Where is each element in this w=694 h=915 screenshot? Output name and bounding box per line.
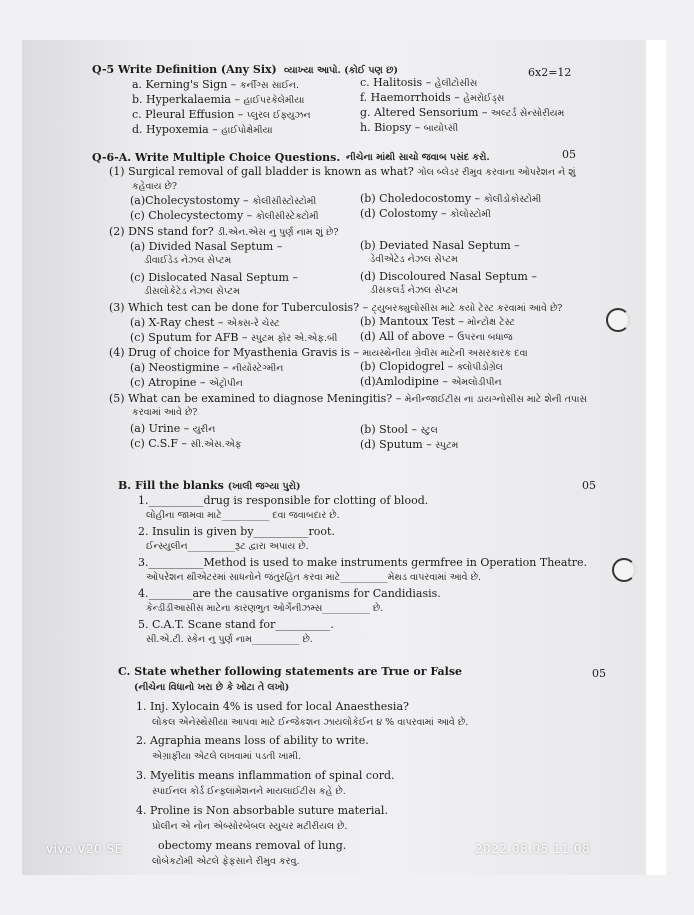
mcq-question: (5) What can be examined to diagnose Meningitis? – મેનીન્જાઈટીસ ના ડાયગ્નોસીસ માટે શેની તપાસ — [109, 392, 588, 405]
tf-statement-gu: સ્પાઈનલ કોર્ડ ઈન્ફ્લામેશનને માયલાઈટીસ કહે છે. — [152, 786, 346, 797]
tf-statement: 2. Agraphia means loss of ability to write. — [136, 734, 369, 747]
tf-title: C. State whether following statements are True or False — [118, 665, 463, 678]
mcq-question: (4) Drug of choice for Myasthenia Gravis is – માયસ્થેનીયા ગ્રેવીસ માટેની અસરકારક દવા — [109, 346, 528, 359]
mcq-option: (b) Choledocostomy – કોલીડોકોસ્ટોમી — [360, 192, 542, 205]
blank-line: 2. Insulin is given by__________root. — [138, 525, 335, 538]
mcq-option: (b) Mantoux Test – મોન્ટોક્ષ ટેસ્ટ — [360, 315, 515, 328]
mcq-question-cont: કહેવાય છે? — [132, 181, 177, 192]
mcq-option: (a) Divided Nasal Septum – — [130, 240, 283, 253]
q5-item: h. Biopsy – બાયોપ્સી — [360, 121, 459, 134]
mcq-option: (b) Stool – સ્ટુલ — [360, 423, 438, 436]
blank-line: 1.__________drug is responsible for clotting of blood. — [138, 494, 429, 507]
mcq-option: (d)Amlodipine – એમલોડીપીન — [360, 375, 502, 388]
q5-item: a. Kerning's Sign – કર્નીગ્સ સાઈન. — [132, 78, 300, 91]
mcq-option: (c) Dislocated Nasal Septum – — [130, 271, 298, 284]
q5-item: c. Halitosis – હેલીટોસીસ — [360, 76, 478, 89]
blank-line: 4.________are the causative organisms for Candidiasis. — [138, 587, 441, 600]
mcq-question: (2) DNS stand for? ડી.એન.એસ નુ પુર્ણ નામ શું છે? — [109, 225, 339, 238]
mcq-option: (d) All of above – ઉપરના બધાજ — [360, 330, 513, 343]
tf-statement: 4. Proline is Non absorbable suture material. — [136, 804, 388, 817]
q5-item: g. Altered Sensorium – અલ્ટર્ડ સેન્સોરીયમ — [360, 106, 565, 119]
tf-statement: 1. Inj. Xylocain 4% is used for local Anaesthesia? — [136, 700, 409, 713]
mcq-option: (c) Sputum for AFB – સ્પુટમ ફોર એ.એફ.બી — [130, 331, 338, 344]
q5-marks: 6x2=12 — [528, 66, 572, 79]
q5-item: b. Hyperkalaemia – હાઈપરકેલેમીયા — [132, 93, 305, 106]
blank-line-gu: કેન્ડીડીઆસીસ માટેના કારણભુત ઓર્ગેનીઝમ્સ__________ છે. — [146, 603, 384, 614]
blanks-marks: 05 — [582, 479, 596, 492]
mcq-option: (b) Deviated Nasal Septum – — [360, 239, 520, 252]
q6a-marks: 05 — [562, 148, 576, 161]
q6a-title-gu: નીચેના માંથી સાચો જવાબ પસંદ કરો. — [346, 152, 490, 163]
camera-watermark-device: vivo V20 SE — [46, 842, 123, 856]
blank-line: 5. C.A.T. Scane stand for__________. — [138, 618, 334, 631]
mcq-option: (a) Neostigmine – નીયોસ્ટેગ્મીન — [130, 361, 284, 374]
page-edge — [646, 40, 666, 875]
mcq-option: (d) Discoloured Nasal Septum – — [360, 270, 537, 283]
blank-line-gu: લોહીના જામવા માટે__________ દવા જવાબદાર છે. — [146, 510, 340, 521]
photo-frame — [22, 40, 646, 875]
q5-item: f. Haemorrhoids – હેમરોઈડ્સ — [360, 91, 505, 104]
q6a-title: Q-6-A. Write Multiple Choice Questions. — [92, 151, 341, 164]
q5-title-gu: વ્યાખ્યા આપો. (કોઈ પણ છ) — [284, 65, 398, 76]
q5-item: d. Hypoxemia – હાઈપોક્ષેમીયા — [132, 123, 273, 136]
mcq-option: (c) Cholecystectomy – કોલીસીસ્ટેક્ટોમી — [130, 209, 319, 222]
tf-marks: 05 — [592, 667, 606, 680]
mcq-option-gu: ડીસકલર્ડ નેઝલ સેપ્ટમ — [370, 285, 458, 296]
mcq-option: (a) X-Ray chest – એક્સ-રે ચેસ્ટ — [130, 316, 280, 329]
binder-hole — [612, 558, 636, 582]
mcq-option: (a)Cholecystostomy – કોલીસીસ્ટોસ્ટોમી — [130, 194, 317, 207]
mcq-option: (c) C.S.F – સી.એસ.એફ — [130, 437, 242, 450]
mcq-option: (d) Colostomy – કોલોસ્ટોમી — [360, 207, 491, 220]
mcq-option: (c) Atropine – એટ્રોપીન — [130, 376, 243, 389]
blank-line-gu: સી.એ.ટી. સ્કેન નુ પુર્ણ નામ__________ છે. — [146, 634, 313, 645]
mcq-question: (1) Surgical removal of gall bladder is known as what? ગોલ બ્લેડર રીમુવ કરવાના ઓપરેશન ને શું — [109, 165, 576, 178]
q5-item: c. Pleural Effusion – પ્લુરલ ઈફ્યુઝન — [132, 108, 311, 121]
tf-statement-gu: લોકલ એનેસ્થેસીયા આપવા માટે ઈન્જેકશન ઝાયલોકેઈન ૪ % વાપરવામાં આવે છે. — [152, 717, 469, 728]
q5-title: Q-5 Write Definition (Any Six) — [92, 63, 277, 76]
mcq-option: (a) Urine – યુરીન — [130, 422, 216, 435]
tf-statement: obectomy means removal of lung. — [158, 839, 347, 852]
tf-statement-gu: એગ્રાફીયા એટલે લખવામાં પડતી ખામી. — [152, 751, 301, 762]
mcq-option: (d) Sputum – સ્પુટમ — [360, 438, 459, 451]
blank-line-gu: ઓપરેશન થીએટરમાં સાધનોને જંતુરહિત કરવા માટે__________મેથડ વાપરવામાં આવે છે. — [146, 572, 481, 583]
mcq-option-gu: ડેવીએટેડ નેઝલ સેપ્ટમ — [370, 254, 458, 265]
mcq-question: (3) Which test can be done for Tuberculosis? – ટ્યુબરક્યુલોસીસ માટે કયો ટેસ્ટ કરવામાં આવે છે? — [109, 301, 563, 314]
mcq-option-gu: ડીસલોકેટેડ નેઝલ સેપ્ટમ — [144, 286, 240, 297]
tf-statement-gu: લોબેકટોમી એટલે ફેફસાને રીમુવ કરવુ. — [152, 856, 300, 867]
mcq-option: (b) Clopidogrel – ક્લોપીડોગ્રેલ — [360, 360, 503, 373]
mcq-question-cont: કરવામાં આવે છે? — [132, 407, 198, 418]
binder-hole — [606, 308, 630, 332]
camera-watermark-datetime: 2022.08.05 11:08 — [475, 842, 591, 856]
blank-line: 3.__________Method is used to make instruments germfree in Operation Theatre. — [138, 556, 588, 569]
tf-statement: 3. Myelitis means inflammation of spinal cord. — [136, 769, 395, 782]
mcq-option-gu: ડીવાઈડેડ નેઝલ સેપ્ટમ — [144, 255, 232, 266]
tf-title-gu: (નીચેના વિધાનો ખરા છે કે ખોટા તે લખો) — [134, 682, 290, 693]
exam-paper — [22, 40, 646, 875]
tf-statement-gu: પ્રોલીન એ નોન એબ્સોરબેબલ સ્યુચર મટીરીયલ છે. — [152, 821, 348, 832]
blanks-title: B. Fill the blanks (ખાલી જગ્યા પુરો) — [118, 479, 301, 492]
blank-line-gu: ઈન્સ્યુલીન__________રૂટ દ્વારા અપાય છે. — [146, 541, 309, 552]
